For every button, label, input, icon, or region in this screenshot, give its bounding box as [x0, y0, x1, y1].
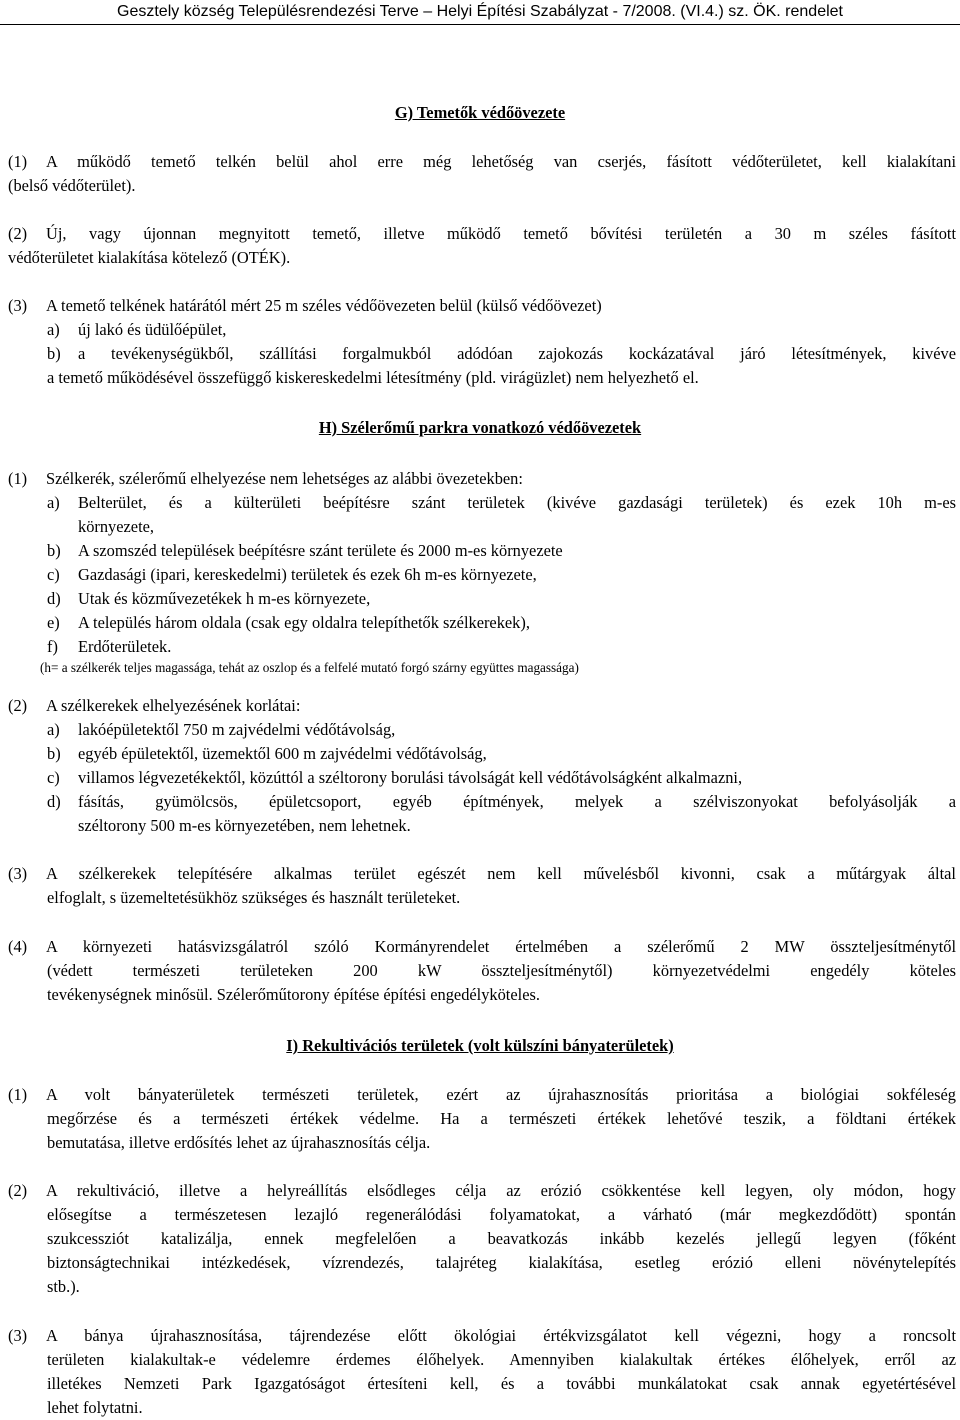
g-p2-line1: (2) Új, vagy újonnan megnyitott temető, illetve működő temető bővítési területén a 30 m széles fásított — [8, 224, 956, 243]
h-p4-num: (4) — [8, 937, 28, 956]
i-p1-num: (1) — [8, 1085, 28, 1104]
section-g-title: G) Temetők védőövezete — [394, 103, 566, 122]
h-p1-item-a-cont: környezete, — [78, 517, 154, 536]
h-p1-num: (1) — [8, 469, 28, 488]
header-rule — [0, 24, 960, 25]
i-p3-line1: (3) A bánya újrahasznosítása, tájrendezése előtt ökológiai értékvizsgálatot kell végezni, hogy a roncsolt — [8, 1326, 956, 1345]
g-p3-item-a: a) új lakó és üdülőépület, — [47, 320, 227, 339]
i-p2-line1: (2) A rekultiváció, illetve a helyreállítás elsődleges célja az erózió csökkentése kell legyen, oly módon, hogy — [8, 1181, 956, 1200]
i-p2-line3: szukcessziót katalizálja, ennek megfelelően a beavatkozás inkább kezelés jellegű legyen (főként — [47, 1229, 956, 1248]
i-p3-num: (3) — [8, 1326, 28, 1345]
h-p3-num: (3) — [8, 864, 28, 883]
g-p1-line1: (1) A működő temető telkén belül ahol erre még lehetőség van cserjés, fásított védőterületet, kell kialakítani — [8, 152, 956, 171]
h-p2-item-a: a) lakóépületektől 750 m zajvédelmi védőtávolság, — [47, 720, 396, 739]
h-p2-line1: (2) A szélkerekek elhelyezésének korlátai: — [8, 696, 301, 715]
i-p3-line4: lehet folytatni. — [47, 1398, 143, 1417]
page-header: Gesztely község Településrendezési Terve – Helyi Építési Szabályzat - 7/2008. (VI.4.) sz. ÖK. rendelet — [117, 3, 843, 20]
h-p1-item-f: f) Erdőterületek. — [47, 637, 172, 656]
g-p1-line2: (belső védőterület). — [8, 176, 136, 195]
h-p2-item-c: c) villamos légvezetékektől, közúttól a széltorony borulási távolságát kell védőtávolságként alkalmazni, — [47, 768, 743, 787]
h-p2-item-d: d) fásítás, gyümölcsös, épületcsoport, egyéb építmények, melyek a szélviszonyokat befolyásolják a — [47, 792, 956, 811]
h-p1-item-e: e) A település három oldala (csak egy oldalra telepíthetők szélkerekek), — [47, 613, 530, 632]
i-p3-line2: területen kialakultak-e védelemre érdemes élőhelyek. Amennyiben kialakultak értékes élőhelyek, erről az — [47, 1350, 956, 1369]
h-p2-item-d-cont: széltorony 500 m-es környezetében, nem lehetnek. — [78, 816, 411, 835]
i-p1-line2: megőrzése és a természeti értékek védelme. Ha a természeti értékek lehetővé teszik, a földtani értékek — [47, 1109, 956, 1128]
h-p1-item-c: c) Gazdasági (ipari, kereskedelmi) területek és ezek 6h m-es környezete, — [47, 565, 537, 584]
h-p1-line1: (1) Szélkerék, szélerőmű elhelyezése nem lehetséges az alábbi övezetekben: — [8, 469, 523, 488]
h-p1-item-a: a) Belterület, és a külterületi beépítésre szánt területek (kivéve gazdasági területek) és ezek 10h m-es — [47, 493, 956, 512]
i-p2-line2: elősegítse a természetesen lezajló regenerálódási folyamatokat, a várható (már megkezdődött) spontán — [47, 1205, 956, 1224]
h-p4-line2: (védett természeti területeken 200 kW összteljesítménytől) környezetvédelmi engedély köteles — [47, 961, 956, 980]
h-p1-note: (h= a szélkerék teljes magassága, tehát az oszlop és a felfelé mutató forgó szárny együttes magassága) — [40, 660, 579, 675]
g-p3-num: (3) — [8, 296, 28, 315]
g-p1-num: (1) — [8, 152, 28, 171]
g-p3-item-b: b) a tevékenységükből, szállítási forgalmukból adódóan zajokozás kockázatával járó létesítmények, kivéve — [47, 344, 956, 363]
h-p2-item-b: b) egyéb épületektől, üzemektől 600 m zajvédelmi védőtávolság, — [47, 744, 487, 763]
h-p4-line3: tevékenységnek minősül. Szélerőműtorony építése építési engedélyköteles. — [47, 985, 540, 1004]
section-i-title: I) Rekultivációs területek (volt külszíni bányaterületek) — [286, 1036, 674, 1055]
h-p1-item-d: d) Utak és közművezetékek h m-es környezete, — [47, 589, 371, 608]
g-p3-item-b-cont: a temető működésével összefüggő kiskereskedelmi létesítmény (pld. virágüzlet) nem helyezhető el. — [47, 368, 699, 387]
i-p3-line3: illetékes Nemzeti Park Igazgatóságot értesíteni kell, és a további munkálatokat csak annak egyetértésével — [47, 1374, 956, 1393]
h-p4-line1: (4) A környezeti hatásvizsgálatról szóló Kormányrendelet értelmében a szélerőmű 2 MW összteljesítménytől — [8, 937, 956, 956]
h-p1-item-b: b) A szomszéd települések beépítésre szánt területe és 2000 m-es környezete — [47, 541, 563, 560]
i-p1-line1: (1) A volt bányaterületek természeti területek, ezért az újrahasznosítás prioritása a biológiai sokféleség — [8, 1085, 956, 1104]
i-p2-line4: biztonságtechnikai intézkedések, vízrendezés, talajréteg kialakítása, esetleg erózió elleni növénytelepítés — [47, 1253, 956, 1272]
i-p1-line3: bemutatása, illetve erdősítés lehet az újrahasznosítás célja. — [47, 1133, 431, 1152]
g-p2-num: (2) — [8, 224, 28, 243]
h-p3-line2: elfoglalt, s üzemeltetésükhöz szükséges és használt területeket. — [47, 888, 461, 907]
i-p2-line5: stb.). — [47, 1277, 80, 1296]
h-p2-num: (2) — [8, 696, 28, 715]
g-p3-line1: (3) A temető telkének határától mért 25 m széles védőövezeten belül (külső védőövezet) — [8, 296, 602, 315]
i-p2-num: (2) — [8, 1181, 28, 1200]
g-p2-line2: védőterületet kialakítása kötelező (OTÉK). — [8, 248, 291, 267]
section-h-title: H) Szélerőmű parkra vonatkozó védőövezetek — [318, 418, 642, 437]
h-p3-line1: (3) A szélkerekek telepítésére alkalmas terület egészét nem kell művelésből kivonni, csak a műtárgyak által — [8, 864, 956, 883]
